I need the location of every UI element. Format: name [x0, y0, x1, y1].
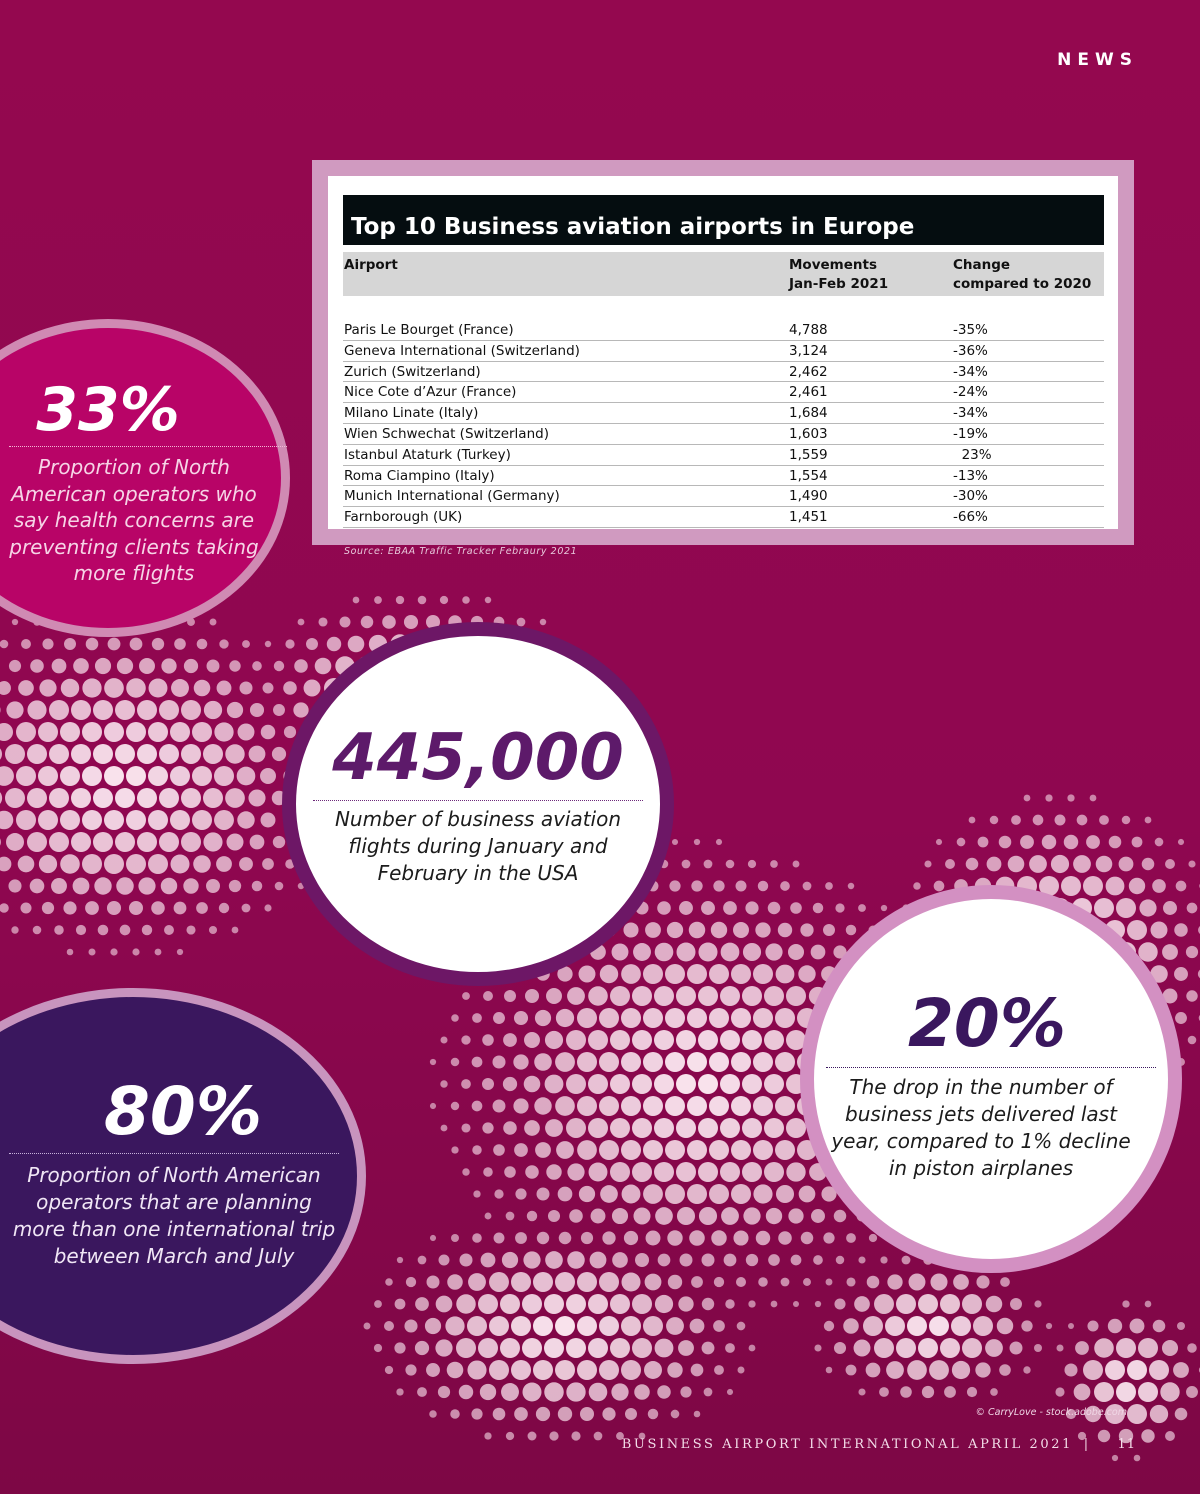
page-footer [622, 1437, 1136, 1452]
photo-credit: © CarryLove - stock.adobe.com [975, 1407, 1127, 1418]
cell-change: -36% [953, 342, 988, 359]
table-row [343, 362, 1104, 383]
footer-separator: | [1083, 1437, 1091, 1452]
table-source: Source: EBAA Traffic Tracker Febraury 2021 [344, 546, 578, 557]
stat-circle-445000 [282, 622, 674, 986]
page-number: 11 [1117, 1437, 1136, 1452]
table-body [343, 320, 1104, 528]
stat-value: 20% [908, 985, 1066, 1062]
cell-airport: Milano Linate (Italy) [344, 405, 479, 422]
cell-change: -34% [953, 405, 988, 422]
stat-value: 80% [104, 1073, 262, 1150]
table-row [343, 445, 1104, 466]
cell-change: -66% [953, 509, 988, 526]
table-header [343, 252, 1104, 296]
stat-divider [826, 1067, 1156, 1068]
cell-movements: 4,788 [789, 322, 828, 338]
stat-value: 33% [36, 375, 180, 445]
cell-movements: 1,490 [789, 488, 828, 505]
cell-movements: 3,124 [789, 342, 828, 359]
table-row [343, 486, 1104, 507]
table-row [343, 382, 1104, 403]
cell-movements: 2,461 [789, 384, 828, 401]
header-airport: Airport [344, 257, 398, 273]
header-movements-line2: Jan-Feb 2021 [789, 276, 889, 292]
airports-table [312, 160, 1134, 545]
cell-change: -30% [953, 488, 988, 505]
stat-divider [9, 446, 287, 447]
cell-airport: Roma Ciampino (Italy) [344, 467, 495, 484]
cell-movements: 1,603 [789, 425, 828, 442]
header-change-line2: compared to 2020 [953, 276, 1092, 292]
table-row [343, 320, 1104, 341]
header-movements [789, 256, 953, 296]
cell-movements: 2,462 [789, 363, 828, 380]
cell-airport: Farnborough (UK) [344, 509, 463, 526]
table-row [343, 424, 1104, 445]
table-row [343, 403, 1104, 424]
cell-movements: 1,684 [789, 405, 828, 422]
cell-change: -35% [953, 322, 988, 338]
table-panel [328, 176, 1118, 529]
cell-movements: 1,554 [789, 467, 828, 484]
stat-description: Proportion of North American operators that are planning more than one international trip between March and July [12, 1163, 336, 1268]
cell-movements: 1,559 [789, 446, 828, 463]
stat-divider [9, 1153, 339, 1154]
table-row [343, 507, 1104, 528]
table-row [343, 466, 1104, 487]
cell-movements: 1,451 [789, 509, 828, 526]
stat-description: Proportion of North American operators who say health concerns are preventing clients taking more flights [9, 455, 259, 585]
cell-airport: Istanbul Ataturk (Turkey) [344, 446, 511, 463]
cell-airport: Munich International (Germany) [344, 488, 560, 505]
cell-change: 23% [953, 446, 992, 463]
cell-change: -34% [953, 363, 988, 380]
cell-airport: Geneva International (Switzerland) [344, 342, 580, 359]
cell-airport: Wien Schwechat (Switzerland) [344, 425, 549, 442]
stat-description: Number of business aviation flights during January and February in the USA [334, 807, 622, 885]
stat-value: 445,000 [332, 721, 624, 795]
table-row [343, 341, 1104, 362]
cell-change: -13% [953, 467, 988, 484]
cell-airport: Paris Le Bourget (France) [344, 322, 514, 338]
cell-change: -19% [953, 425, 988, 442]
cell-airport: Nice Cote d’Azur (France) [344, 384, 517, 401]
cell-change: -24% [953, 384, 988, 401]
table-title: Top 10 Business aviation airports in Europe [343, 195, 1104, 245]
stat-circle-20-percent [800, 885, 1182, 1273]
cell-airport: Zurich (Switzerland) [344, 363, 481, 380]
section-label: NEWS [1057, 50, 1138, 70]
header-movements-line1: Movements [789, 257, 877, 273]
header-change [953, 256, 1104, 296]
header-change-line1: Change [953, 257, 1011, 273]
footer-issue: APRIL 2021 [968, 1437, 1073, 1452]
stat-description: The drop in the number of business jets delivered last year, compared to 1% decline in piston airplanes [831, 1075, 1131, 1180]
stat-divider [313, 800, 643, 801]
footer-publication: BUSINESS AIRPORT INTERNATIONAL [621, 1437, 962, 1452]
